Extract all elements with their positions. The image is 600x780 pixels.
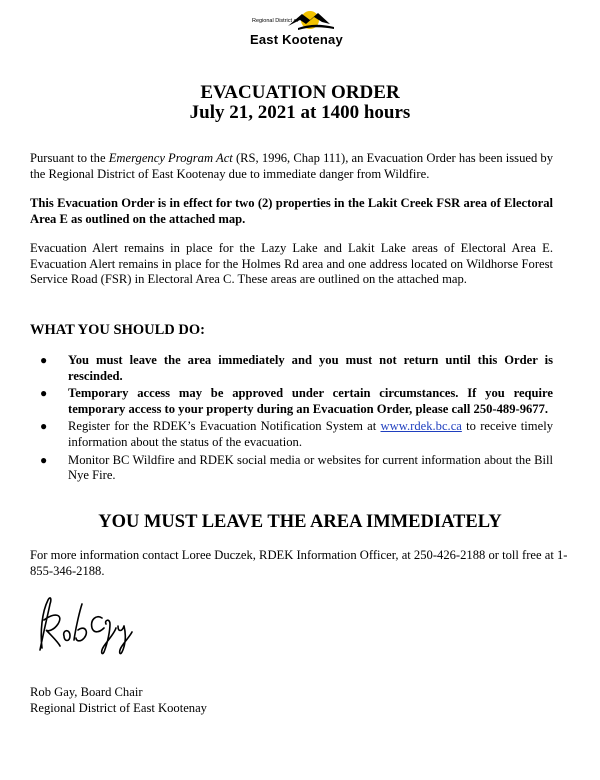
order-title: EVACUATION ORDER bbox=[200, 82, 400, 103]
list-item-text: Register for the RDEK’s Evacuation Notification System at bbox=[68, 419, 381, 434]
act-name: Emergency Program Act bbox=[108, 151, 233, 165]
effect-paragraph: This Evacuation Order is in effect for two (2) properties in the Lakit Creek FSR area of Electoral Area E as outlined on the attached map. bbox=[30, 196, 553, 226]
order-date: July 21, 2021 at 1400 hours bbox=[189, 102, 411, 123]
signer-organization: Regional District of East Kootenay bbox=[30, 701, 207, 715]
intro-text-start: Pursuant to the bbox=[30, 151, 109, 165]
list-item bbox=[30, 386, 553, 417]
list-item bbox=[30, 419, 553, 450]
signer-block bbox=[30, 684, 207, 716]
list-item-text: Temporary access may be approved under certain circumstances. If you require temporary access to your property during an Evacuation Order, please call 250-489-9677. bbox=[68, 386, 553, 416]
logo-title: East Kootenay bbox=[250, 32, 343, 47]
signer-name: Rob Gay, Board Chair bbox=[30, 685, 143, 699]
intro-paragraph bbox=[30, 151, 553, 182]
list-item-text: Monitor BC Wildfire and RDEK social media or websites for current information about the Bill Nye Fire. bbox=[68, 452, 553, 483]
contact-paragraph: For more information contact Loree Duczek, RDEK Information Officer, at 250-426-2188 or toll free at 1-855-346-2188. bbox=[30, 548, 568, 578]
bullet-icon: ● bbox=[40, 386, 48, 401]
alert-paragraph: Evacuation Alert remains in place for the Lazy Lake and Lakit Lake areas of Electoral Area E. Evacuation Alert remains in place for the Holmes Rd area and one address located on Wildhorse Forest Service Road (FSR) in Electoral Area C. These areas are outlined on the attached map. bbox=[30, 241, 553, 287]
what-to-do-heading: WHAT YOU SHOULD DO: bbox=[30, 322, 205, 338]
signature-image bbox=[30, 590, 140, 660]
list-item bbox=[30, 453, 553, 484]
intro-text-end: (RS, 1996, Chap 111), an Evacuation Order has been issued by the Regional District of East Kootenay due to immediate danger from Wildfire. bbox=[30, 151, 553, 181]
instructions-list bbox=[30, 353, 553, 486]
logo-subtitle: Regional District of bbox=[252, 18, 299, 24]
bullet-icon: ● bbox=[40, 353, 48, 367]
bullet-icon: ● bbox=[40, 419, 48, 434]
list-item-text: to receive timely information about the status of the evacuation. bbox=[68, 419, 553, 449]
leave-warning: YOU MUST LEAVE THE AREA IMMEDIATELY bbox=[98, 512, 502, 532]
list-item bbox=[30, 353, 553, 384]
rdek-website-link[interactable]: www.rdek.bc.ca bbox=[380, 419, 462, 434]
rdek-logo bbox=[248, 8, 343, 50]
bullet-icon: ● bbox=[40, 452, 48, 467]
list-item-text: You must leave the area immediately and you must not return until this Order is rescinded. bbox=[68, 353, 553, 383]
